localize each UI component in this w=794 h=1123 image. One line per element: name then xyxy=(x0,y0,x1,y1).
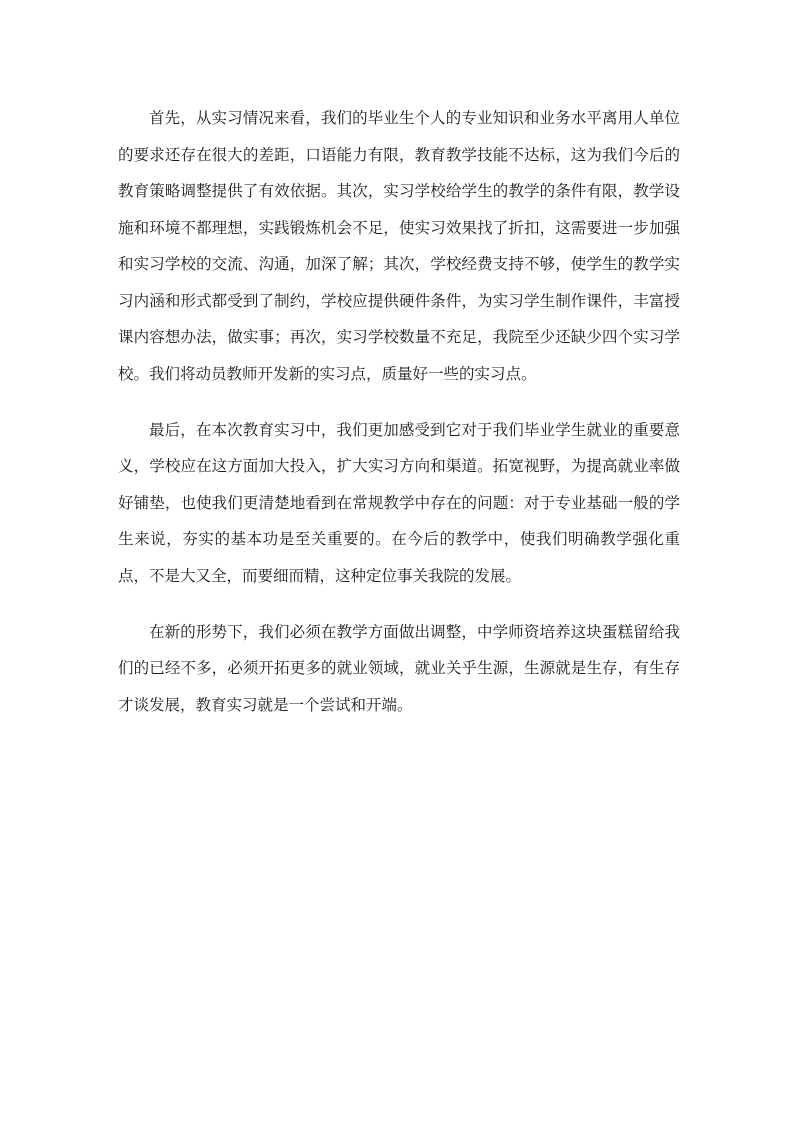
paragraph-internship-analysis: 首先，从实习情况来看，我们的毕业生个人的专业知识和业务水平离用人单位的要求还存在很大的差距，口语能力有限，教育教学技能不达标，这为我们今后的教育策略调整提供了有效依据。其次，实习学校给学生的教学的条件有限，教学设施和环境不都理想，实践锻炼机会不足，使实习效果找了折扣，这需要进一步加强和实习学校的交流、沟通，加深了解；其次，学校经费支持不够，使学生的教学实习内涵和形式都受到了制约，学校应提供硬件条件，为实习学生制作课件，丰富授课内容想办法，做实事；再次，实习学校数量不充足，我院至少还缺少四个实习学校。我们将动员教师开发新的实习点，质量好一些的实习点。 xyxy=(118,109,680,383)
document-body xyxy=(118,100,680,723)
paragraph-conclusion: 最后，在本次教育实习中，我们更加感受到它对于我们毕业学生就业的重要意义，学校应在这方面加大投入，扩大实习方向和渠道。拓宽视野，为提高就业率做好铺垫，也使我们更清楚地看到在常规教学中存在的问题：对于专业基础一般的学生来说，夯实的基本功是至关重要的。在今后的教学中，使我们明确教学强化重点，不是大又全，而要细而精，这种定位事关我院的发展。 xyxy=(118,420,680,585)
paragraph-new-situation: 在新的形势下，我们必须在教学方面做出调整，中学师资培养这块蛋糕留给我们的已经不多，必须开拓更多的就业领域，就业关乎生源，生源就是生存，有生存才谈发展，教育实习就是一个尝试和开端。 xyxy=(118,622,680,714)
